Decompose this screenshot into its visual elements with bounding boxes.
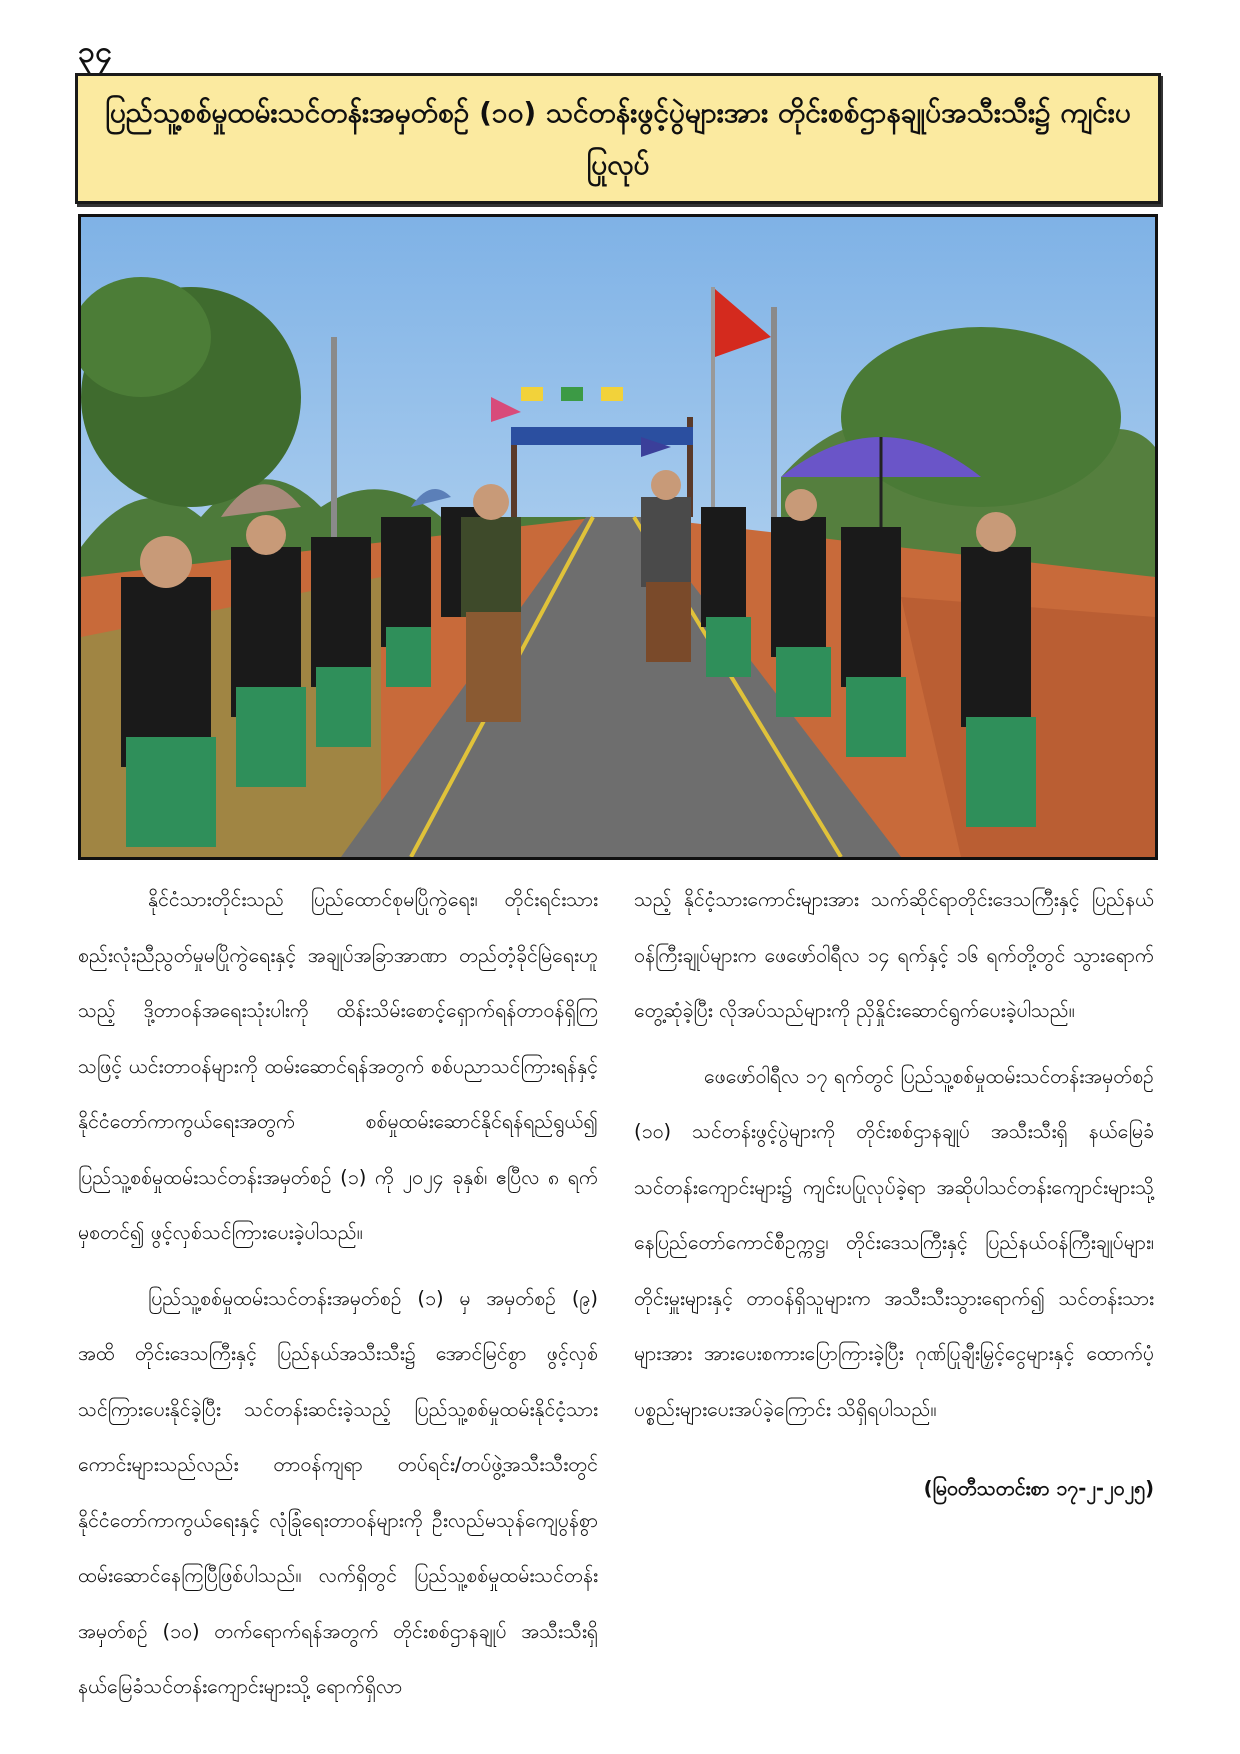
headline: ပြည်သူ့စစ်မှုထမ်းသင်တန်းအမှတ်စဉ် (၁၀) သင်တန်းဖွင့်ပွဲများအား တိုင်းစစ်ဌာနချုပ်အသီးသီး၌ ကျင်းပပြုလုပ် — [105, 95, 1131, 181]
headline-box — [75, 73, 1161, 204]
paragraph-3: ဖေဖော်ဝါရီလ ၁၇ ရက်တွင် ပြည်သူ့စစ်မှုထမ်းသင်တန်းအမှတ်စဉ် (၁၀) သင်တန်းဖွင့်ပွဲများကို တိုင်းစစ်ဌာနချုပ် အသီးသီးရှိ နယ်မြေခံသင်တန်းကျောင်းများ၌ ကျင်းပပြုလုပ်ခဲ့ရာ အဆိုပါသင်တန်းကျောင်းများသို့ နေပြည်တော်ကောင်စီဥက္ကဋ္ဌ၊ တိုင်းဒေသကြီးနှင့် ပြည်နယ်ဝန်ကြီးချုပ်များ၊ တိုင်းမှူးများနှင့် တာဝန်ရှိသူများက အသီးသီးသွားရောက်၍ သင်တန်းသားများအား အားပေးစကားပြောကြားခဲ့ပြီး ဂုဏ်ပြုချီးမြှင့်ငွေများနှင့် ထောက်ပံ့ပစ္စည်းများပေးအပ်ခဲ့ကြောင်း သိရှိရပါသည်။ — [634, 1064, 1154, 1421]
left-column — [78, 872, 598, 1725]
paragraph-2: ပြည်သူ့စစ်မှုထမ်းသင်တန်းအမှတ်စဉ် (၁) မှ အမှတ်စဉ် (၉) အထိ တိုင်းဒေသကြီးနှင့် ပြည်နယ်အသီးသီး၌ အောင်မြင်စွာ ဖွင့်လှစ်သင်ကြားပေးနိုင်ခဲ့ပြီး သင်တန်းဆင်းခဲ့သည့် ပြည်သူ့စစ်မှုထမ်းနိုင်ငံ့သားကောင်းများသည်လည်း တာဝန်ကျရာ တပ်ရင်း/တပ်ဖွဲ့အသီးသီးတွင် နိုင်ငံတော်ကာကွယ်ရေးနှင့် လုံခြုံရေးတာဝန်များကို ဦးလည်မသုန်ကျေပွန်စွာ ထမ်းဆောင်နေကြပြီဖြစ်ပါသည်။ လက်ရှိတွင် ပြည်သူ့စစ်မှုထမ်းသင်တန်း အမှတ်စဉ် (၁၀) တက်ရောက်ရန်အတွက် တိုင်းစစ်ဌာနချုပ် အသီးသီးရှိ နယ်မြေခံသင်တန်းကျောင်းများသို့ ရောက်ရှိလာ — [78, 1286, 598, 1698]
paragraph-1: နိုင်ငံသားတိုင်းသည် ပြည်ထောင်စုမပြိုကွဲရေး၊ တိုင်းရင်းသားစည်းလုံးညီညွတ်မှုမပြိုကွဲရေးနှင့် အချုပ်အခြာအာဏာ တည်တံ့ခိုင်မြဲရေးဟူသည့် ဒို့တာဝန်အရေးသုံးပါးကို ထိန်းသိမ်းစောင့်ရှောက်ရန်တာဝန်ရှိကြသဖြင့် ယင်းတာဝန်များကို ထမ်းဆောင်ရန်အတွက် စစ်ပညာသင်ကြားရန်နှင့် နိုင်ငံတော်ကာကွယ်ရေးအတွက် စစ်မှုထမ်းဆောင်နိုင်ရန်ရည်ရွယ်၍ ပြည်သူ့စစ်မှုထမ်းသင်တန်းအမှတ်စဉ် (၁) ကို ၂၀၂၄ ခုနှစ်၊ ဧပြီလ ၈ ရက် မှစတင်၍ ဖွင့်လှစ်သင်ကြားပေးခဲ့ပါသည်။ — [78, 888, 598, 1244]
source-citation: (မြဝတီသတင်းစာ ၁၇-၂-၂၀၂၅) — [923, 1477, 1154, 1500]
ceremony-photo — [78, 214, 1158, 860]
paragraph-2-continued: သည့် နိုင်ငံ့သားကောင်းများအား သက်ဆိုင်ရာတိုင်းဒေသကြီးနှင့် ပြည်နယ်ဝန်ကြီးချုပ်များက ဖေဖော်ဝါရီလ ၁၄ ရက်နှင့် ၁၆ ရက်တို့တွင် သွားရောက်တွေ့ဆုံခဲ့ပြီး လိုအပ်သည်များကို ညှိနှိုင်းဆောင်ရွက်ပေးခဲ့ပါသည်။ — [634, 888, 1154, 1022]
photo-illustration — [81, 217, 1155, 857]
right-column — [634, 872, 1154, 1527]
page-number: ၃၄ — [78, 35, 112, 70]
